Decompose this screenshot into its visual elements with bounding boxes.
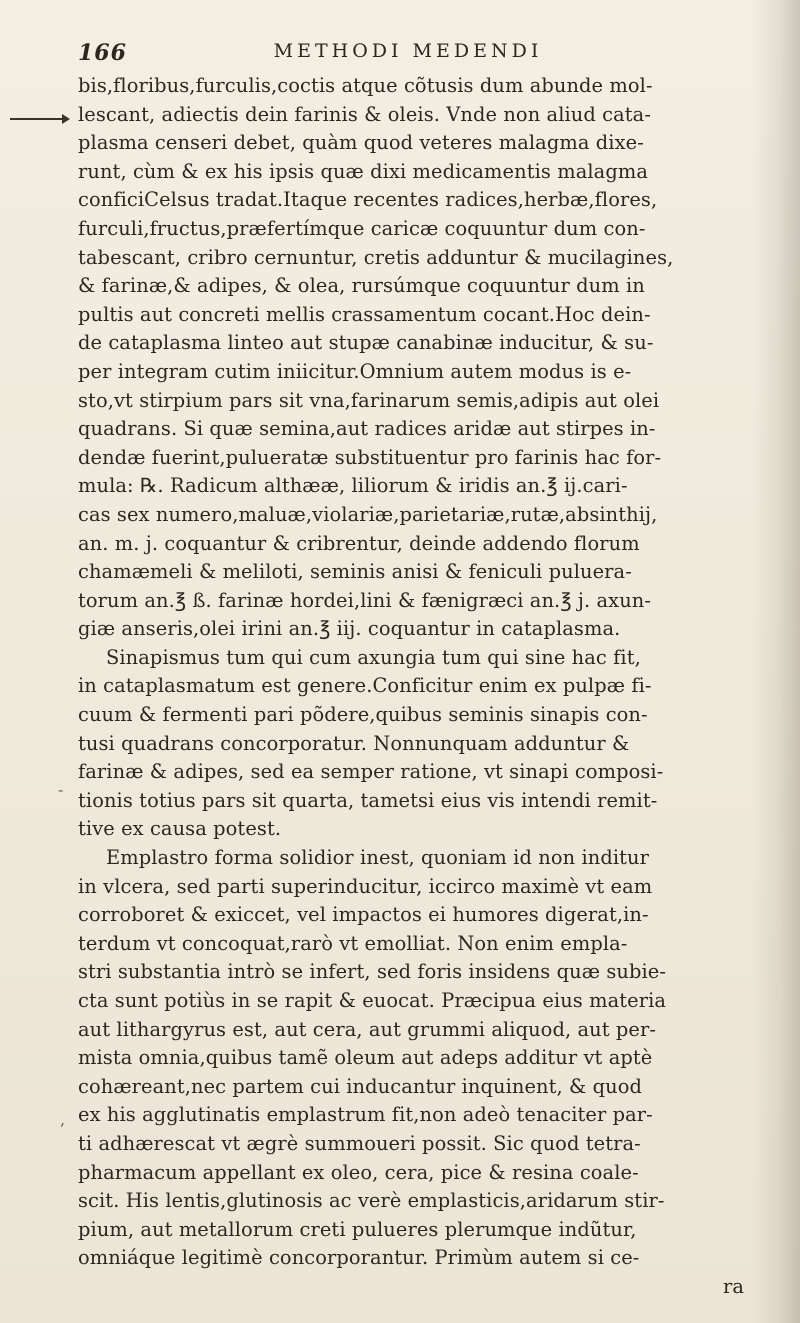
text-line: omniáque legitimè concorporantur. Primùm autem si ce-: [78, 1246, 640, 1270]
text-line: cas sex numero,maluæ,violariæ,parietariæ,rutæ,absinthij,: [78, 502, 658, 526]
text-line: scit. His lentis,glutinosis ac verè emplasticis,aridarum stir-: [78, 1189, 665, 1213]
text-line: lescant, adiectis dein farinis & oleis. Vnde non aliud cata-: [78, 102, 651, 126]
text-line: per integram cutim iniicitur.Omnium autem modus is e-: [78, 359, 632, 383]
page-gutter-shadow: [752, 0, 800, 1323]
text-line: chamæmeli & meliloti, seminis anisi & feniculi puluera-: [78, 560, 632, 584]
pointing-arrow-icon: [10, 114, 70, 124]
text-line: an. m. j. coquantur & cribrentur, deinde addendo florum: [78, 531, 640, 555]
text-line: de cataplasma linteo aut stupæ canabinæ inducitur, & su-: [78, 331, 654, 355]
text-line: corroboret & exiccet, vel impactos ei humores digerat,in-: [78, 903, 649, 927]
text-line: conficiCelsus tradat.Itaque recentes radices,herbæ,flores,: [78, 188, 658, 212]
margin-mark: -: [58, 780, 64, 799]
text-line: cta sunt potiùs in se rapit & euocat. Præcipua eius materia: [78, 989, 667, 1012]
text-line: tive ex causa potest.: [78, 817, 282, 841]
text-line: in cataplasmatum est genere.Conficitur enim ex pulpæ fi-: [78, 674, 652, 698]
text-line: Emplastro forma solidior inest, quoniam id non inditur: [106, 846, 650, 870]
text-line: stri substantia intrò se infert, sed foris insidens quæ subie-: [78, 960, 666, 984]
text-line: in vlcera, sed parti superinducitur, iccirco maximè vt eam: [78, 874, 653, 898]
margin-mark: ,: [60, 1110, 66, 1129]
page-header: [78, 28, 738, 68]
running-head: METHODI MEDENDI: [273, 40, 543, 62]
page-number: 166: [78, 40, 127, 66]
text-line: plasma censeri debet, quàm quod veteres malagma dixe-: [78, 131, 644, 155]
text-line: & farinæ,& adipes, & olea, rursúmque coquuntur dum in: [78, 274, 645, 298]
text-line: cohæreant,nec partem cui inducantur inquinent, & quod: [78, 1074, 643, 1098]
text-line: terdum vt concoquat,rarò vt emolliat. Non enim empla-: [78, 931, 628, 955]
text-line: mista omnia,quibus tamẽ oleum aut adeps additur vt aptè: [78, 1046, 653, 1070]
text-line: bis,floribus,furculis,coctis atque cõtusis dum abunde mol-: [78, 74, 653, 97]
text-line: cuum & fermenti pari põdere,quibus seminis sinapis con-: [78, 703, 648, 727]
text-line: tusi quadrans concorporatur. Nonnunquam adduntur &: [78, 731, 630, 755]
text-line: mula: ℞. Radicum althææ, liliorum & iridis an.℥ ij.cari-: [78, 474, 628, 498]
text-line: dendæ fuerint,pulueratæ substituentur pro farinis hac for-: [78, 445, 662, 469]
text-line: aut lithargyrus est, aut cera, aut grummi aliquod, aut per-: [78, 1017, 657, 1041]
body-text: [78, 72, 744, 1302]
text-line: sto,vt stirpium pars sit vna,farinarum semis,adipis aut olei: [78, 388, 660, 412]
text-line: runt, cùm & ex his ipsis quæ dixi medicamentis malagma: [78, 159, 648, 183]
text-line: Sinapismus tum qui cum axungia tum qui sine hac fit,: [106, 645, 641, 669]
text-line: tabescant, cribro cernuntur, cretis adduntur & mucilagines,: [78, 245, 674, 269]
text-line: farinæ & adipes, sed ea semper ratione, vt sinapi composi-: [78, 760, 664, 784]
text-line: pharmacum appellant ex oleo, cera, pice & resina coale-: [78, 1160, 639, 1184]
text-line: ex his agglutinatis emplastrum fit,non adeò tenaciter par-: [78, 1103, 653, 1127]
text-line: ti adhærescat vt ægrè summoueri possit. Sic quod tetra-: [78, 1131, 641, 1155]
text-line: furculi,fructus,præfertímque caricæ coquuntur dum con-: [78, 216, 646, 240]
text-line: tionis totius pars sit quarta, tametsi eius vis intendi remit-: [78, 788, 658, 812]
text-line: quadrans. Si quæ semina,aut radices aridæ aut stirpes in-: [78, 417, 656, 441]
text-line: pultis aut concreti mellis crassamentum cocant.Hoc dein-: [78, 302, 651, 326]
catchword: ra: [722, 1274, 744, 1298]
text-line: giæ anseris,olei irini an.℥ iij. coquantur in cataplasma.: [78, 617, 621, 641]
text-line: pium, aut metallorum creti pulueres plerumque indũtur,: [78, 1217, 637, 1241]
text-line: torum an.℥ ß. farinæ hordei,lini & fænigræci an.℥ j. axun-: [78, 588, 652, 612]
